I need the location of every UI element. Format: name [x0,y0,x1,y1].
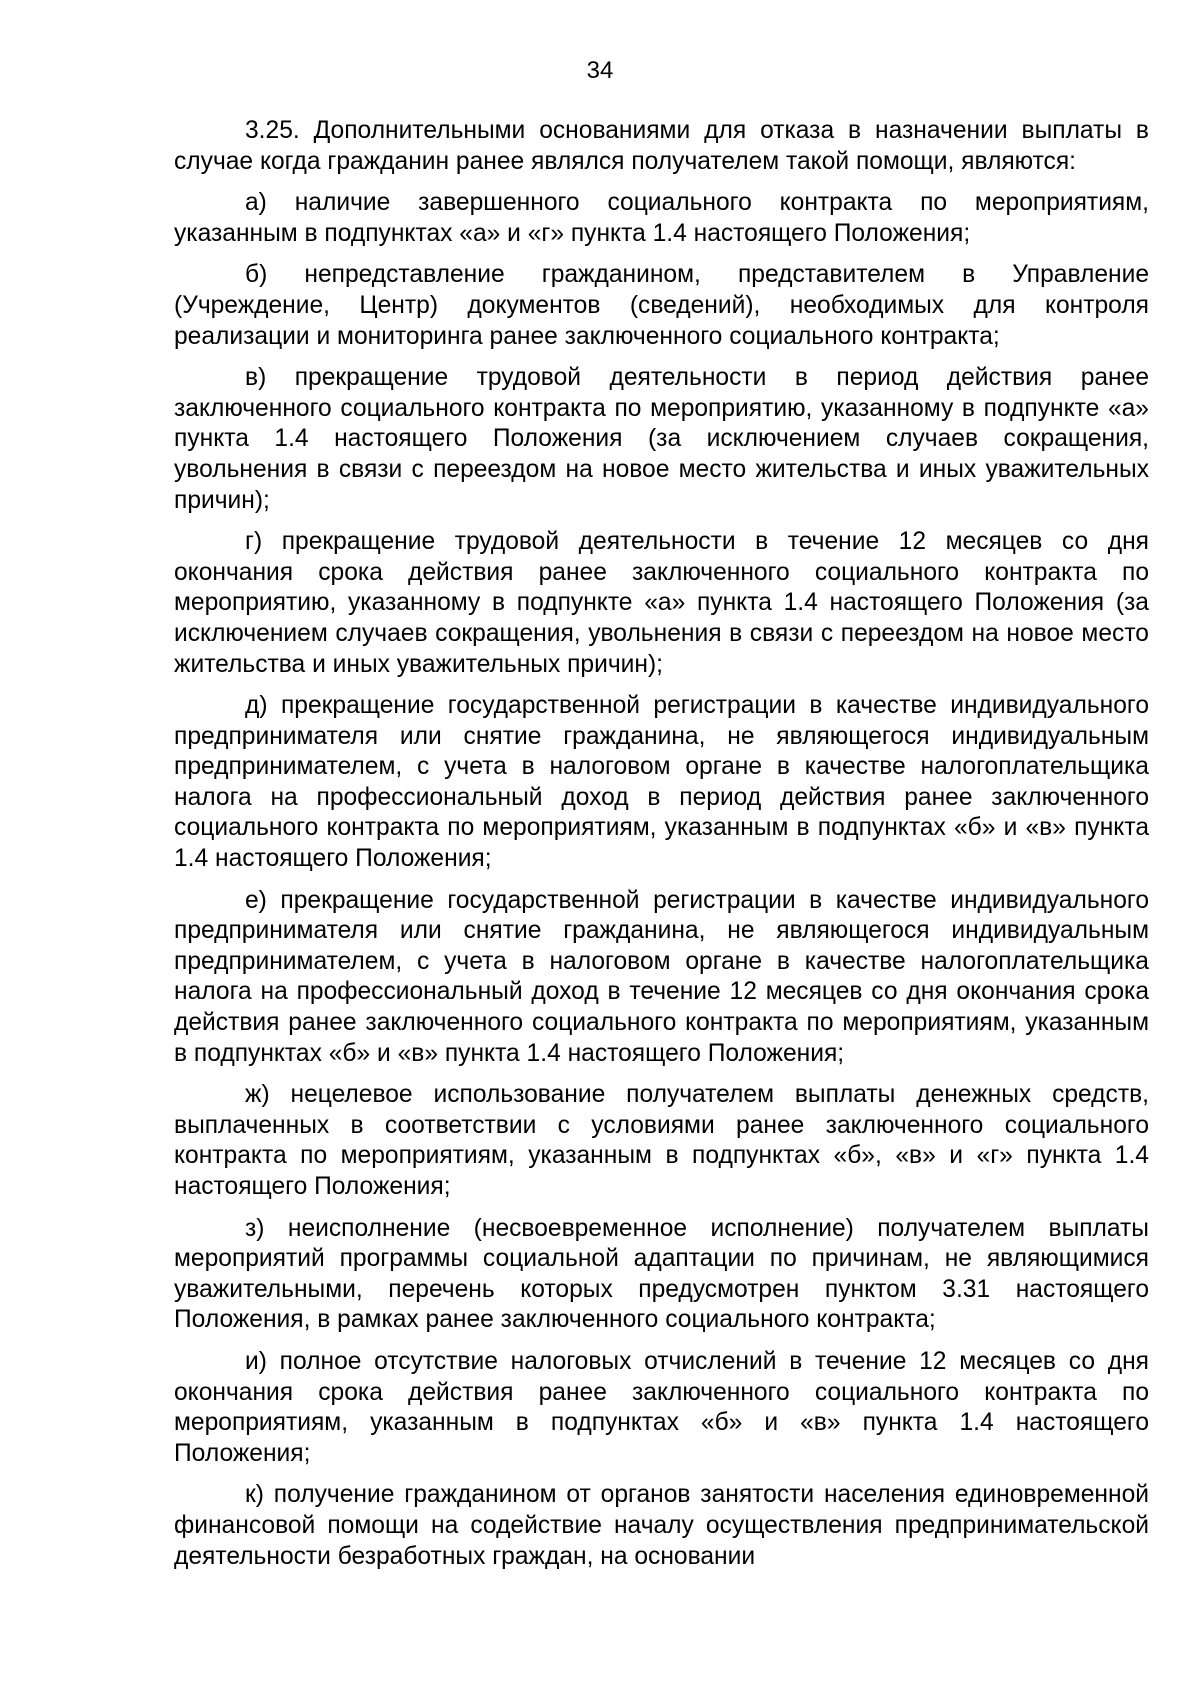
document-body [174,116,1149,1583]
paragraph-3-25: 3.25. Дополнительными основаниями для отказа в назначении выплаты в случае когда гражданин ранее являлся получателем такой помощи, являются: [174,117,1149,175]
paragraph-item-v: в) прекращение трудовой деятельности в период действия ранее заключенного социального контракта по мероприятию, указанному в подпункте «а» пункта 1.4 настоящего Положения (за исключением случаев сокращения, увольнения в связи с переездом на новое место жительства и иных уважительных причин); [174,364,1149,514]
paragraph-item-z: з) неисполнение (несвоевременное исполнение) получателем выплаты мероприятий программы социальной адаптации по причинам, не являющимися уважительными, перечень которых предусмотрен пунктом 3.31 настоящего Положения, в рамках ранее заключенного социального контракта; [174,1214,1149,1334]
paragraph-item-a: а) наличие завершенного социального контракта по мероприятиям, указанным в подпунктах «а» и «г» пункта 1.4 настоящего Положения; [174,189,1149,247]
paragraph-item-k: к) получение гражданином от органов занятости населения единовременной финансовой помощи на содействие началу осуществления предпринимательской деятельности безработных граждан, на основании [174,1481,1149,1570]
paragraph-item-zh: ж) нецелевое использование получателем выплаты денежных средств, выплаченных в соответствии с условиями ранее заключенного социального контракта по мероприятиям, указанным в подпунктах «б», «в» и «г» пункта 1.4 настоящего Положения; [174,1081,1149,1200]
paragraph-item-i: и) полное отсутствие налоговых отчислений в течение 12 месяцев со дня окончания срока действия ранее заключенного социального контракта по мероприятиям, указанным в подпунктах «б» и «в» пункта 1.4 настоящего Положения; [174,1347,1149,1467]
paragraph-item-b: б) непредставление гражданином, представителем в Управление (Учреждение, Центр) документов (сведений), необходимых для контроля реализации и мониторинга ранее заключенного социального контракта; [174,261,1149,350]
paragraph-item-g: г) прекращение трудовой деятельности в течение 12 месяцев со дня окончания срока действия ранее заключенного социального контракта по мероприятию, указанному в подпункте «а» пункта 1.4 настоящего Положения (за исключением случаев сокращения, увольнения в связи с переездом на новое место жительства и иных уважительных причин); [174,528,1149,678]
paragraph-item-d: д) прекращение государственной регистрации в качестве индивидуального предпринимателя или снятие гражданина, не являющегося индивидуальным предпринимателем, с учета в налоговом органе в качестве налогоплательщика налога на профессиональный доход в период действия ранее заключенного социального контракта по мероприятиям, указанным в подпунктах «б» и «в» пункта 1.4 настоящего Положения; [174,692,1149,873]
paragraph-item-e: е) прекращение государственной регистрации в качестве индивидуального предпринимателя или снятие гражданина, не являющегося индивидуальным предпринимателем, с учета в налоговом органе в качестве налогоплательщика налога на профессиональный доход в течение 12 месяцев со дня окончания срока действия ранее заключенного социального контракта по мероприятиям, указанным в подпунктах «б» и «в» пункта 1.4 настоящего Положения; [174,886,1149,1067]
page-number: 34 [586,57,614,84]
